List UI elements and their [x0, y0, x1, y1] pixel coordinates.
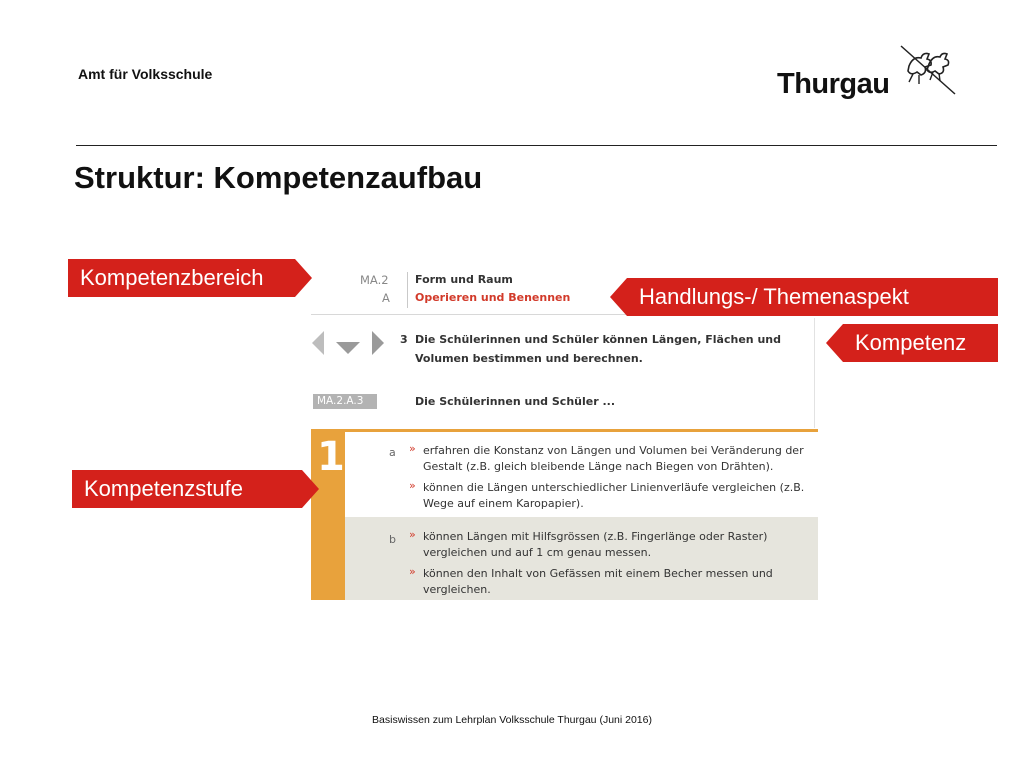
- arrow-left-icon[interactable]: [311, 330, 327, 356]
- callout-kompetenzstufe: Kompetenzstufe: [72, 470, 302, 508]
- thurgau-lion-crest-icon: [899, 44, 957, 96]
- arrow-down-icon[interactable]: [335, 341, 361, 355]
- competence-number: 3: [400, 333, 408, 346]
- competence-intro: Die Schülerinnen und Schüler ...: [415, 395, 615, 408]
- bullet: »: [409, 442, 416, 455]
- level-a-letter: a: [389, 446, 396, 459]
- curriculum-excerpt: [311, 266, 818, 600]
- bullet: »: [409, 479, 416, 492]
- level-b-item2-line1: können den Inhalt von Gefässen mit einem Becher messen und: [423, 567, 773, 580]
- stage-top-bar: [311, 429, 818, 432]
- level-a-item1-line2: Gestalt (z.B. gleich bleibende Länge nach Biegen von Drähten).: [423, 460, 774, 473]
- arrow-right-icon[interactable]: [370, 330, 386, 356]
- level-b-letter: b: [389, 533, 396, 546]
- logo-wordmark: Thurgau: [777, 68, 890, 100]
- thurgau-logo: [777, 44, 957, 108]
- bullet: »: [409, 528, 416, 541]
- organization-name: Amt für Volksschule: [78, 66, 213, 82]
- code-divider: [407, 272, 408, 308]
- level-a-item2-line1: können die Längen unterschiedlicher Linienverläufe vergleichen (z.B.: [423, 481, 805, 494]
- level-b-item2-line2: vergleichen.: [423, 583, 491, 596]
- competence-text-line1: Die Schülerinnen und Schüler können Längen, Flächen und: [415, 333, 781, 346]
- level-a-item2-line2: Wege auf einem Karopapier).: [423, 497, 584, 510]
- competence-area: Form und Raum: [415, 273, 513, 286]
- callout-kompetenz: Kompetenz: [843, 324, 998, 362]
- code-aspect-letter: A: [382, 291, 390, 305]
- action-aspect: Operieren und Benennen: [415, 291, 571, 304]
- competence-code-badge: MA.2.A.3: [313, 394, 377, 409]
- level-b-item1-line2: vergleichen und auf 1 cm genau messen.: [423, 546, 652, 559]
- footer-text: Basiswissen zum Lehrplan Volksschule Thurgau (Juni 2016): [372, 714, 652, 726]
- stage-number: 1: [317, 434, 345, 480]
- page-title: Struktur: Kompetenzaufbau: [74, 160, 483, 195]
- excerpt-right-edge: [814, 318, 815, 428]
- callout-kompetenzbereich: Kompetenzbereich: [68, 259, 295, 297]
- code-ma: MA.2: [360, 273, 389, 287]
- level-a-item1-line1: erfahren die Konstanz von Längen und Volumen bei Veränderung der: [423, 444, 804, 457]
- competence-text-line2: Volumen bestimmen und berechnen.: [415, 352, 643, 365]
- bullet: »: [409, 565, 416, 578]
- callout-themenaspekt: Handlungs-/ Themenaspekt: [627, 278, 998, 316]
- header-divider: [76, 145, 997, 146]
- level-b-item1-line1: können Längen mit Hilfsgrössen (z.B. Fingerlänge oder Raster): [423, 530, 768, 543]
